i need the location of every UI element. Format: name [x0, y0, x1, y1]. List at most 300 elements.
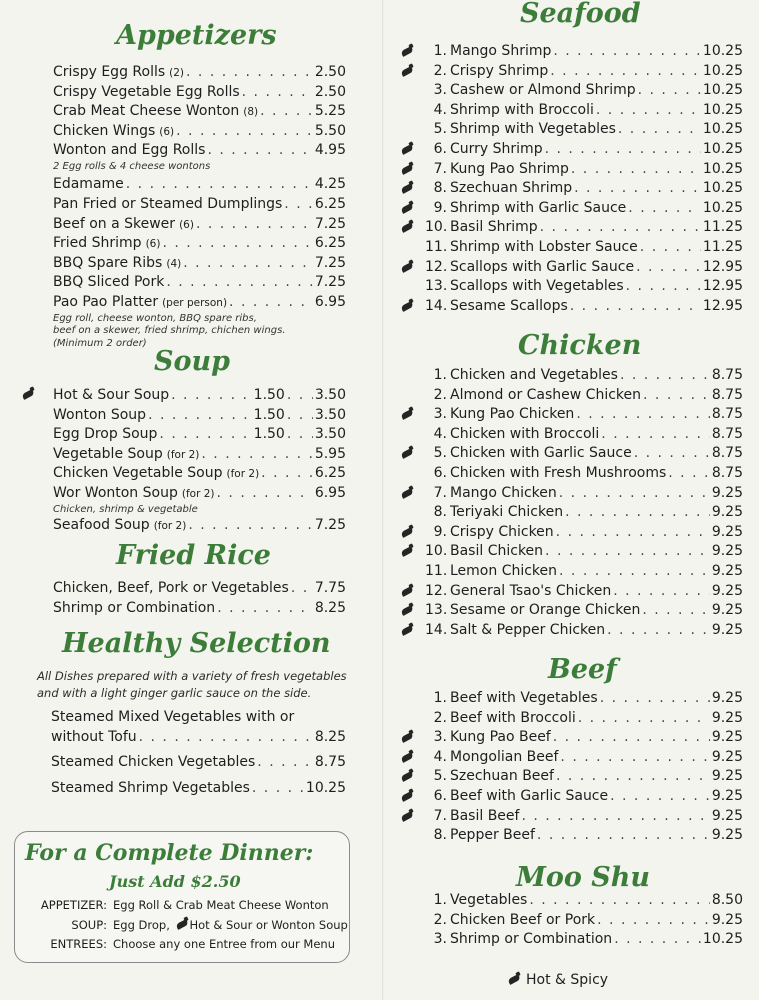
- item-quantity: (for 2): [226, 468, 260, 481]
- item-name: General Tsao's Chicken: [450, 582, 612, 599]
- item-number: 4.: [433, 425, 447, 442]
- item-name: Basil Chicken: [450, 543, 544, 560]
- chili-pepper-icon: [174, 916, 191, 931]
- dinner-soup-text: Egg Drop,: [113, 918, 170, 932]
- item-price: 2.50: [314, 83, 346, 100]
- leader-dots: [642, 601, 709, 621]
- menu-item: [425, 748, 743, 768]
- menu-item: [53, 386, 346, 406]
- item-price: 9.25: [711, 582, 743, 599]
- item-number: 4.: [433, 748, 447, 765]
- menu-item: [425, 258, 743, 278]
- item-name: Chicken Vegetable Soup: [53, 465, 223, 482]
- item-price: 12.95: [702, 297, 743, 314]
- item-name: Cashew or Almond Shrimp: [450, 82, 636, 99]
- item-price: 6.95: [314, 294, 346, 311]
- leader-dots: [188, 516, 312, 536]
- item-price: 5.50: [314, 122, 346, 139]
- item-name: Sesame or Orange Chicken: [450, 602, 641, 619]
- chili-pepper-icon: [399, 544, 416, 559]
- item-number: 1.: [433, 892, 447, 908]
- item-price: 10.25: [702, 121, 743, 138]
- item-number: 2.: [433, 386, 447, 403]
- menu-item: [425, 503, 743, 523]
- item-name: Seafood Soup: [53, 517, 150, 534]
- menu-item: [425, 930, 743, 950]
- leader-dots: [291, 579, 313, 599]
- item-name: Basil Shrimp: [450, 219, 538, 236]
- item-name: Mango Chicken: [450, 484, 557, 501]
- soup-heading: Soup: [154, 346, 231, 377]
- item-price: 4.25: [314, 176, 346, 193]
- menu-item: [425, 238, 743, 258]
- item-price: 4.95: [314, 142, 346, 159]
- menu-item: [425, 807, 743, 827]
- item-price: 10.25: [702, 180, 743, 197]
- menu-item: [425, 689, 743, 709]
- leader-dots: [578, 709, 710, 729]
- item-name: Beef on a Skewer: [53, 215, 176, 232]
- item-number: 7.: [433, 160, 447, 177]
- item-name: Crab Meat Cheese Wonton: [53, 103, 240, 120]
- leader-dots: [565, 503, 710, 523]
- menu-item: [425, 826, 743, 846]
- leader-dots: [287, 425, 313, 445]
- item-number: 7.: [433, 807, 447, 824]
- leader-dots: [576, 405, 710, 425]
- leader-dots: [260, 102, 313, 122]
- chili-pepper-icon: [399, 180, 416, 195]
- item-name: Almond or Cashew Chicken: [450, 386, 642, 403]
- chili-pepper-icon: [20, 386, 37, 401]
- leader-dots: [217, 484, 313, 504]
- item-name: Kung Pao Chicken: [450, 406, 575, 423]
- item-small-price: 1.50: [253, 387, 285, 403]
- item-number: 13.: [425, 602, 448, 619]
- leader-dots: [600, 689, 710, 709]
- item-number: 2.: [433, 911, 447, 928]
- item-name: Beef with Broccoli: [450, 709, 576, 726]
- leader-dots: [643, 386, 710, 406]
- item-name: Pepper Beef: [450, 827, 535, 844]
- leader-dots: [284, 195, 313, 215]
- item-name: Teriyaki Chicken: [450, 504, 564, 521]
- item-name: Lemon Chicken: [450, 562, 558, 579]
- menu-item: [53, 599, 346, 619]
- item-price: 6.95: [314, 484, 346, 501]
- leader-dots: [597, 911, 710, 931]
- leader-dots: [126, 175, 313, 195]
- item-price: 9.25: [711, 787, 743, 804]
- chili-pepper-icon: [399, 200, 416, 215]
- item-name: Steamed Shrimp Vegetables: [51, 779, 250, 796]
- item-price: 10.25: [702, 62, 743, 79]
- menu-item: [425, 891, 743, 911]
- menu-item: [425, 277, 743, 297]
- item-note: (Minimum 2 order): [53, 337, 147, 349]
- menu-item: [53, 122, 346, 142]
- healthy-list: [51, 708, 346, 804]
- item-price: 9.25: [711, 729, 743, 746]
- item-name: Scallops with Vegetables: [450, 278, 624, 295]
- item-number: 12.: [425, 582, 448, 599]
- menu-item: [53, 63, 346, 83]
- dinner-entrees-label: ENTREES:: [50, 937, 107, 951]
- item-number: 5.: [433, 121, 447, 138]
- leader-dots: [186, 63, 313, 83]
- chili-pepper-icon: [399, 524, 416, 539]
- item-name: Crispy Egg Rolls: [53, 64, 166, 80]
- menu-item: [425, 542, 743, 562]
- seafood-list: [425, 42, 743, 316]
- item-name: without Tofu: [51, 728, 137, 745]
- item-name: Fried Shrimp: [53, 235, 142, 252]
- item-name: BBQ Sliced Pork: [53, 274, 165, 291]
- item-price: 8.75: [711, 425, 743, 442]
- item-price: 6.25: [314, 235, 346, 252]
- item-price: 3.50: [314, 387, 346, 403]
- hot-spicy-legend: [508, 972, 608, 988]
- item-number: 1.: [433, 43, 447, 59]
- complete-dinner-subtitle: Just Add $2.50: [109, 872, 241, 891]
- chicken-heading: Chicken: [518, 330, 642, 361]
- item-number: 6.: [433, 140, 447, 157]
- item-quantity: (6): [145, 238, 161, 251]
- item-price: 10.25: [702, 140, 743, 157]
- leader-dots: [166, 273, 312, 293]
- menu-item: [425, 709, 743, 729]
- leader-dots: [257, 753, 313, 773]
- item-number: 2.: [433, 62, 447, 79]
- complete-dinner-title: For a Complete Dinner:: [25, 840, 314, 866]
- item-quantity: (per person): [162, 297, 228, 310]
- leader-dots: [628, 199, 701, 219]
- item-price: 8.75: [711, 367, 743, 383]
- item-price: 7.25: [314, 215, 346, 232]
- item-name: Pan Fried or Steamed Dumplings: [53, 196, 283, 213]
- item-number: 2.: [433, 709, 447, 726]
- item-small-price: 1.50: [253, 426, 285, 443]
- menu-item: [425, 425, 743, 445]
- item-price: 10.25: [702, 160, 743, 177]
- leader-dots: [636, 258, 701, 278]
- menu-item: [53, 516, 346, 536]
- menu-item: [425, 140, 743, 160]
- menu-item: [53, 464, 346, 484]
- leader-dots: [570, 297, 701, 317]
- item-name: Basil Beef: [450, 807, 520, 824]
- leader-dots: [574, 179, 701, 199]
- chili-pepper-icon: [399, 622, 416, 637]
- leader-dots: [201, 445, 312, 465]
- chili-pepper-icon: [399, 583, 416, 598]
- item-price: 9.25: [711, 602, 743, 619]
- item-quantity: (for 2): [166, 448, 200, 461]
- item-price: 10.25: [702, 199, 743, 216]
- complete-dinner-box: [14, 831, 350, 963]
- hot-spicy-label: Hot & Spicy: [526, 972, 609, 988]
- item-price: 10.25: [305, 779, 346, 796]
- seafood-heading: Seafood: [520, 0, 641, 29]
- item-number: 12.: [425, 258, 448, 275]
- item-price: 2.50: [314, 64, 346, 80]
- menu-item: [425, 160, 743, 180]
- chili-pepper-icon: [399, 729, 416, 744]
- leader-dots: [610, 787, 710, 807]
- menu-item: [425, 120, 743, 140]
- menu-item: [425, 601, 743, 621]
- item-name: Scallops with Garlic Sauce: [450, 258, 635, 275]
- item-quantity: (4): [166, 257, 182, 270]
- item-price: 3.50: [314, 406, 346, 423]
- item-price: 8.75: [711, 464, 743, 481]
- item-name: Wor Wonton Soup: [53, 484, 178, 501]
- menu-item: [53, 83, 346, 103]
- menu-item: [53, 273, 346, 293]
- leader-dots: [556, 767, 710, 787]
- leader-dots: [176, 122, 313, 142]
- item-number: 3.: [433, 931, 447, 948]
- item-number: 5.: [433, 445, 447, 462]
- page-fold: [382, 0, 384, 1000]
- menu-item: [53, 425, 346, 445]
- leader-dots: [287, 406, 313, 426]
- item-price: 9.25: [711, 807, 743, 824]
- item-quantity: (for 2): [153, 520, 187, 533]
- item-name: Chicken, Beef, Pork or Vegetables: [53, 580, 289, 596]
- item-name: Beef with Garlic Sauce: [450, 787, 609, 804]
- chili-pepper-icon: [399, 298, 416, 313]
- menu-item: [53, 102, 346, 122]
- leader-dots: [196, 215, 313, 235]
- menu-item: [425, 297, 743, 317]
- menu-item: [53, 406, 346, 426]
- item-number: 8.: [433, 504, 447, 521]
- menu-item: [425, 621, 743, 641]
- item-price: 11.25: [702, 219, 743, 236]
- leader-dots: [242, 83, 313, 103]
- leader-dots: [217, 599, 313, 619]
- chili-pepper-icon: [506, 971, 523, 986]
- healthy-intro-text: All Dishes prepared with a variety of fresh vegetables and with a light ginger garlic sauce on the side.: [37, 669, 347, 700]
- leader-dots: [553, 42, 701, 62]
- item-number: 4.: [433, 101, 447, 118]
- item-number: 14.: [425, 297, 448, 314]
- leader-dots: [596, 101, 701, 121]
- item-name: Pao Pao Platter: [53, 294, 159, 311]
- item-name: Crispy Shrimp: [450, 62, 549, 79]
- item-number: 1.: [433, 690, 447, 706]
- item-price: 12.95: [702, 278, 743, 295]
- item-price: 8.25: [314, 728, 346, 745]
- item-price: 9.25: [711, 621, 743, 638]
- menu-item: [53, 484, 346, 504]
- chili-pepper-icon: [399, 63, 416, 78]
- item-price: 7.25: [314, 274, 346, 291]
- chili-pepper-icon: [399, 446, 416, 461]
- leader-dots: [545, 542, 710, 562]
- dinner-entrees-line: [15, 937, 335, 951]
- menu-item: [53, 579, 346, 599]
- item-note: beef on a skewer, fried shrimp, chichen wings.: [53, 325, 286, 337]
- menu-item: [53, 293, 346, 313]
- leader-dots: [252, 779, 304, 799]
- item-number: 7.: [433, 484, 447, 501]
- fried-rice-list: [53, 579, 346, 618]
- item-name: Hot & Sour Soup: [53, 387, 170, 403]
- item-price: 10.25: [702, 101, 743, 118]
- dinner-appetizer-label: APPETIZER:: [40, 898, 107, 912]
- leader-dots: [638, 81, 701, 101]
- item-name: Chicken and Vegetables: [450, 367, 618, 383]
- item-name: Vegetables: [450, 892, 528, 908]
- chili-pepper-icon: [399, 808, 416, 823]
- item-number: 10.: [425, 543, 448, 560]
- leader-dots: [550, 62, 701, 82]
- leader-dots: [261, 464, 313, 484]
- item-price: 9.25: [711, 827, 743, 844]
- item-name: Shrimp with Garlic Sauce: [450, 199, 627, 216]
- chili-pepper-icon: [399, 788, 416, 803]
- item-name: Crispy Chicken: [450, 523, 554, 540]
- item-name: Curry Shrimp: [450, 140, 543, 157]
- leader-dots: [139, 728, 313, 748]
- menu-item: [425, 444, 743, 464]
- fried-rice-heading: Fried Rice: [116, 540, 271, 571]
- item-number: 9.: [433, 199, 447, 216]
- item-name: Steamed Mixed Vegetables with or: [51, 709, 295, 725]
- menu-item: [425, 523, 743, 543]
- item-name: Mongolian Beef: [450, 748, 559, 765]
- item-price: 10.25: [702, 82, 743, 99]
- soup-list: [53, 386, 346, 536]
- leader-dots: [171, 386, 252, 406]
- item-price: 11.25: [702, 238, 743, 255]
- item-price: 12.95: [702, 258, 743, 275]
- leader-dots: [529, 891, 709, 911]
- beef-heading: Beef: [548, 654, 617, 685]
- chili-pepper-icon: [399, 141, 416, 156]
- chili-pepper-icon: [399, 220, 416, 235]
- leader-dots: [229, 293, 313, 313]
- menu-item: [425, 42, 743, 62]
- menu-item: [425, 81, 743, 101]
- leader-dots: [537, 826, 710, 846]
- item-price: 9.25: [711, 911, 743, 928]
- menu-item: [425, 405, 743, 425]
- item-number: 5.: [433, 768, 447, 785]
- menu-item: [51, 753, 346, 773]
- leader-dots: [640, 238, 701, 258]
- appetizers-list: [53, 63, 346, 350]
- item-price: 5.95: [314, 445, 346, 462]
- leader-dots: [559, 562, 710, 582]
- leader-dots: [553, 728, 710, 748]
- item-price: 9.25: [711, 562, 743, 579]
- menu-item: [425, 911, 743, 931]
- menu-item: [425, 767, 743, 787]
- item-number: 14.: [425, 621, 448, 638]
- item-quantity: (2): [169, 67, 185, 79]
- menu-item: [425, 787, 743, 807]
- menu-item: [425, 179, 743, 199]
- beef-list: [425, 689, 743, 846]
- leader-dots: [607, 621, 710, 641]
- item-number: 9.: [433, 523, 447, 540]
- item-price: 6.25: [314, 465, 346, 482]
- item-number: 13.: [425, 278, 448, 295]
- chili-pepper-icon: [399, 406, 416, 421]
- item-name: Mango Shrimp: [450, 43, 552, 59]
- item-quantity: (6): [179, 218, 194, 231]
- item-number: 8.: [433, 180, 447, 197]
- item-name: Crispy Vegetable Egg Rolls: [53, 83, 240, 100]
- item-name: Edamame: [53, 176, 124, 193]
- chili-pepper-icon: [399, 769, 416, 784]
- item-name: Shrimp with Lobster Sauce: [450, 238, 638, 255]
- item-name: Shrimp or Combination: [53, 599, 216, 616]
- item-price: 8.75: [314, 754, 346, 771]
- item-name: Chicken with Garlic Sauce: [450, 445, 632, 462]
- item-price: 10.25: [702, 931, 743, 948]
- leader-dots: [540, 218, 701, 238]
- menu-item: [51, 708, 346, 728]
- item-quantity: (8): [243, 106, 259, 119]
- menu-item: [51, 779, 346, 799]
- menu-item: [425, 582, 743, 602]
- chili-pepper-icon: [399, 485, 416, 500]
- item-note: Chicken, shrimp & vegetable: [53, 503, 198, 515]
- healthy-selection-heading: Healthy Selection: [62, 628, 331, 659]
- menu-item: [425, 366, 743, 386]
- item-name: Chicken with Broccoli: [450, 425, 600, 442]
- leader-dots: [613, 582, 710, 602]
- item-price: 6.25: [314, 196, 346, 213]
- leader-dots: [668, 464, 710, 484]
- item-name: Kung Pao Shrimp: [450, 160, 569, 177]
- item-note: 2 Egg rolls & 4 cheese wontons: [53, 160, 211, 172]
- menu-item: [425, 199, 743, 219]
- item-name: Chicken Beef or Pork: [450, 911, 596, 928]
- item-name: Shrimp with Vegetables: [450, 121, 616, 138]
- item-number: 11.: [425, 238, 448, 255]
- dinner-entrees-text: Choose any one Entree from our Menu: [113, 937, 336, 951]
- leader-dots: [626, 277, 701, 297]
- leader-dots: [634, 444, 710, 464]
- item-name: Shrimp or Combination: [450, 931, 613, 948]
- leader-dots: [601, 425, 710, 445]
- menu-item: [53, 215, 346, 235]
- menu-item: [53, 195, 346, 215]
- item-price: 9.25: [711, 484, 743, 501]
- item-price: 8.25: [314, 599, 346, 616]
- leader-dots: [559, 484, 710, 504]
- item-price: 8.75: [711, 406, 743, 423]
- chili-pepper-icon: [399, 161, 416, 176]
- item-number: 10.: [425, 219, 448, 236]
- item-number: 3.: [433, 82, 447, 99]
- menu-item: [425, 386, 743, 406]
- item-number: 11.: [425, 562, 448, 579]
- item-price: 8.50: [711, 892, 743, 908]
- leader-dots: [207, 141, 312, 161]
- item-price: 10.25: [702, 43, 743, 59]
- item-name: Chicken with Fresh Mushrooms: [450, 464, 667, 481]
- menu-item: [53, 445, 346, 465]
- item-price: 9.25: [711, 709, 743, 726]
- chili-pepper-icon: [399, 749, 416, 764]
- leader-dots: [521, 807, 709, 827]
